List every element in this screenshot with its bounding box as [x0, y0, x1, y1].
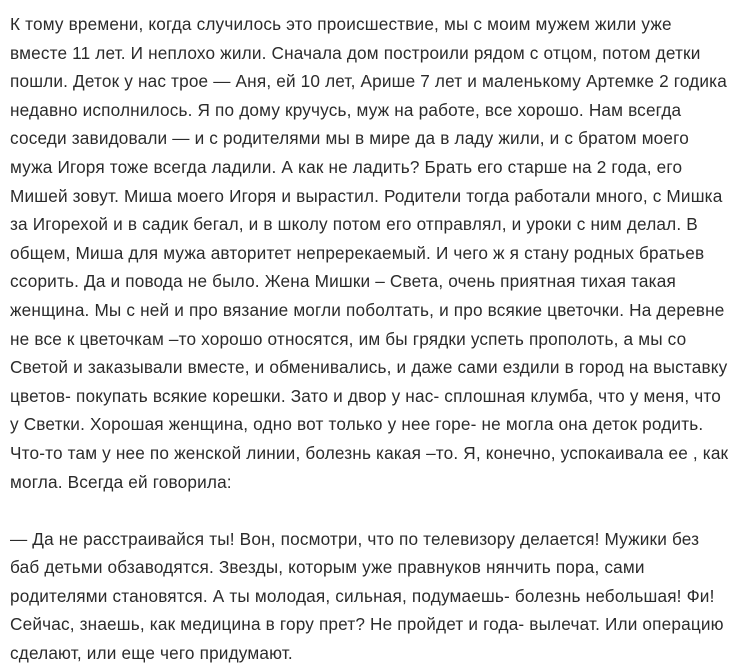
paragraph-1: К тому времени, когда случилось это происшествие, мы с моим мужем жили уже вместе 11 лет. И неплохо жили. Сначала дом построили рядом с отцом, потом детки пошли. Деток у нас трое — Аня, ей 10 лет, Арише 7 лет и маленькому Артемке 2 годика недавно исполнилось. Я по дому кручусь, муж на работе, все хорошо. Нам всегда соседи завидовали — и с родителями мы в мире да в ладу жили, и с братом моего мужа Игоря тоже всегда ладили. А как не ладить? Брать его старше на 2 года, его Мишей зовут. Миша моего Игоря и вырастил. Родители тогда работали много, с Мишка за Игорехой и в садик бегал, и в школу потом его отправлял, и уроки с ним делал. В общем, Миша для мужа авторитет непререкаемый. И чего ж я стану родных братьев ссорить. Да и повода не было. Жена Мишки – Света, очень приятная тихая такая женщина. Мы с ней и про вязание могли поболтать, и про всякие цветочки. На деревне не все к цветочкам –то хорошо относятся, им бы грядки успеть прополоть, а мы со Светой и заказывали вместе, и обменивались, и даже сами ездили в город на выставку цветов- покупать всякие корешки. Зато и двор у нас- сплошная клумба, что у меня, что у Светки. Хорошая женщина, одно вот только у нее горе- не могла она деток родить. Что-то там у нее по женской линии, болезнь какая –то. Я, конечно, успокаивала ее , как могла. Всегда ей говорила:: [10, 14, 729, 492]
paragraph-2: — Да не расстраивайся ты! Вон, посмотри, что по телевизору делается! Мужики без баб детьми обзаводятся. Звезды, которым уже правнуков нянчить пора, сами родителями становятся. А ты молодая, сильная, подумаешь- болезнь небольшая! Фи! Сейчас, знаешь, как медицина в гору прет? Не пройдет и года- вылечат. Или операцию сделают, или еще чего придумают.: [10, 528, 724, 664]
article-body: [10, 10, 730, 668]
